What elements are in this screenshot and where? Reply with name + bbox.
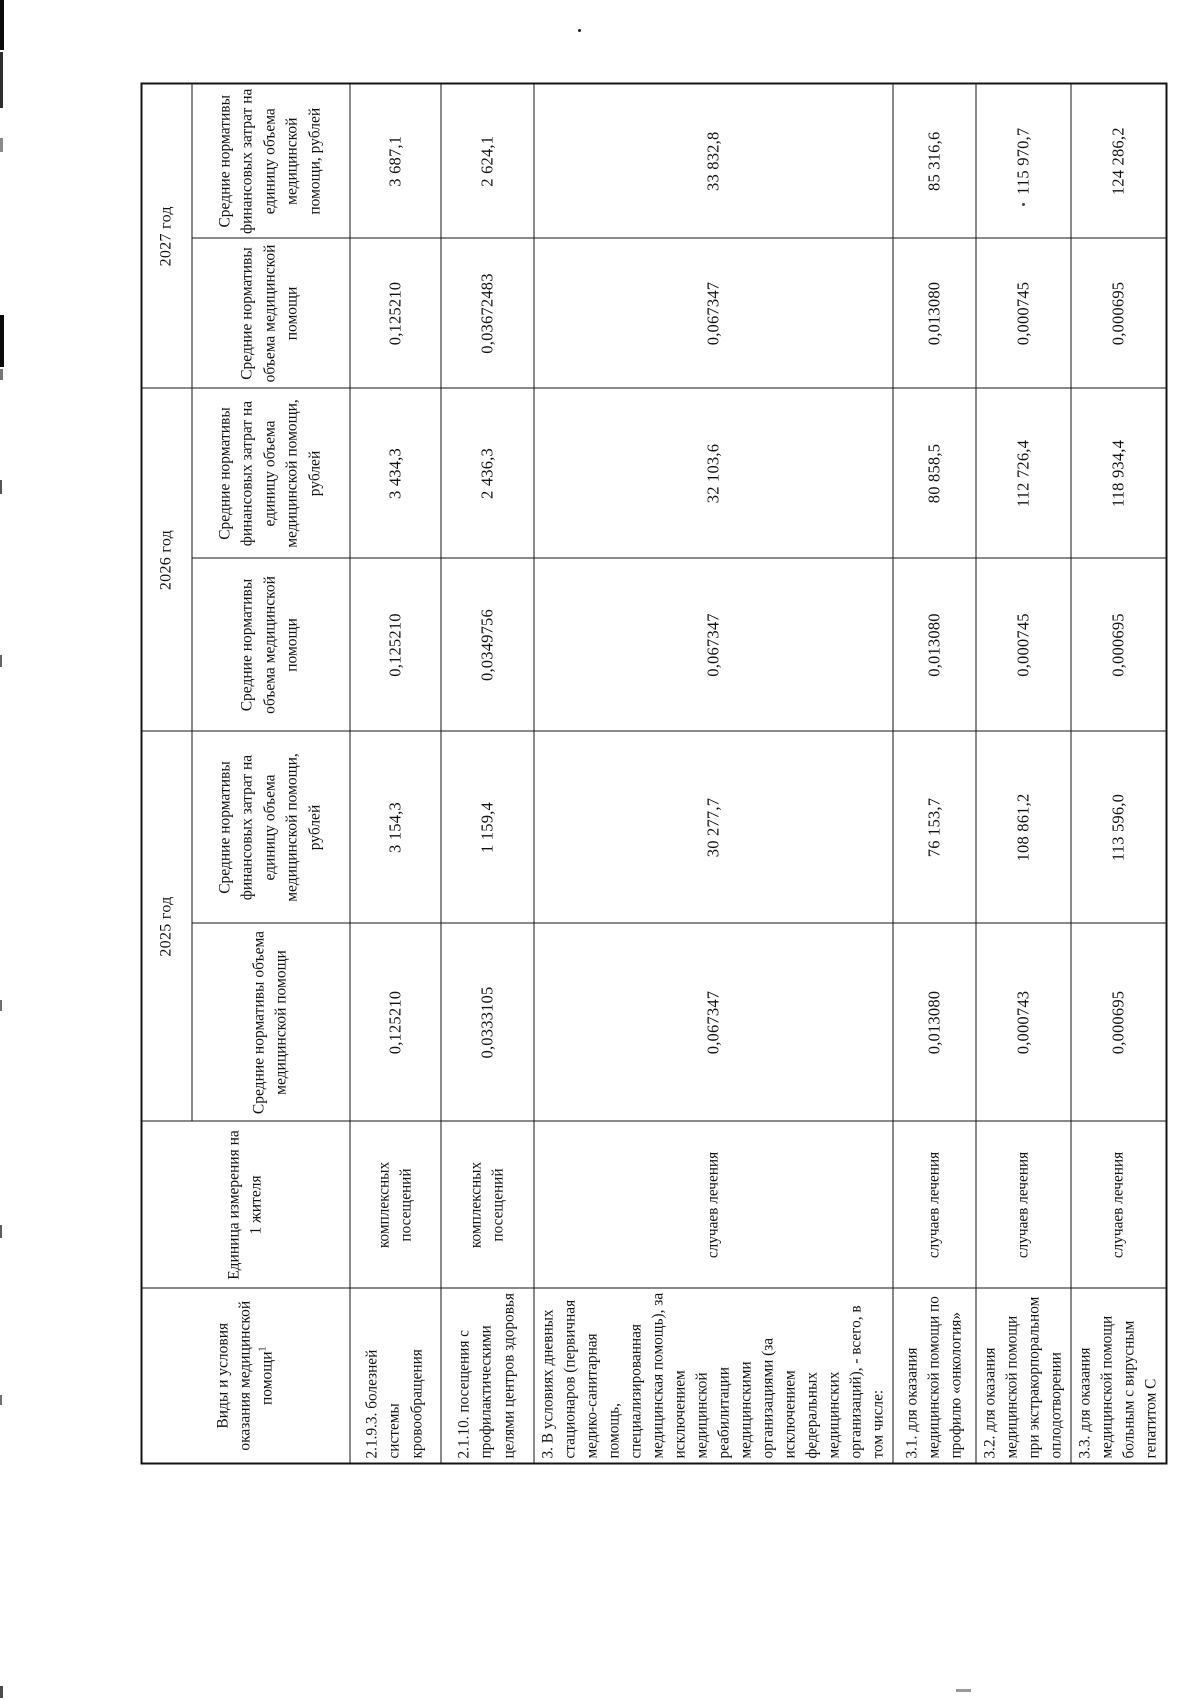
- value-cell-2025-volume: 0,125210: [350, 924, 441, 1122]
- value-cell-2027-volume: 0,067347: [534, 239, 893, 389]
- value-cell-2026-volume: 0,067347: [534, 559, 893, 732]
- header-2026-cost: Средние нормативы финансовых затрат на единицу объема медицинской помощи, рублей: [192, 389, 350, 559]
- header-2025-cost: Средние нормативы финансовых затрат на единицу объема медицинской помощи, рублей: [192, 732, 350, 924]
- value-cell-2027-cost: 115 970,7: [976, 84, 1071, 239]
- header-2027-cost: Средние нормативы финансовых затрат на единицу объема медицинской помощи, рублей: [192, 84, 350, 239]
- header-year-2026: 2026 год: [142, 389, 192, 732]
- header-2027-volume: Средние нормативы объема медицинской помощи: [192, 239, 350, 389]
- normatives-table: [141, 83, 1168, 1465]
- value-cell-2026-volume: 0,0349756: [441, 559, 534, 732]
- value-cell-2027-cost: 3 687,1: [350, 84, 441, 239]
- scan-artifact: [0, 369, 3, 380]
- scan-artifact: [0, 0, 4, 50]
- value-cell-2026-cost: 2 436,3: [441, 389, 534, 559]
- unit-cell: случаев лечения: [1071, 1122, 1167, 1289]
- row-label-cell: 3.3. для оказания медицинской помощи больным с вирусным гепатитом С: [1071, 1289, 1167, 1464]
- table-row: [534, 84, 893, 1464]
- table-row: [976, 84, 1071, 1464]
- value-cell-2027-volume: 0,000695: [1071, 239, 1167, 389]
- row-label-cell: 3.1. для оказания медицинской помощи по профилю «онкология»: [893, 1289, 976, 1464]
- row-label-cell: 3. В условиях дневных стационаров (первичная медико-санитарная помощь, специализированная медицинская помощь), за исключением медицинской реабилитации медицинскими организациями (за исключением федеральных медицинских организаций), - всего, в том числе:: [534, 1289, 893, 1464]
- table-row: [893, 84, 976, 1464]
- value-cell-2025-cost: 108 861,2: [976, 732, 1071, 924]
- unit-cell: случаев лечения: [976, 1122, 1071, 1289]
- scan-artifact: [0, 315, 4, 367]
- scan-artifact: [0, 1225, 2, 1238]
- scan-artifact: [0, 1395, 2, 1405]
- rotated-landscape-sheet: [141, 85, 1160, 1465]
- scan-artifact: [0, 1000, 2, 1011]
- scan-artifact: [1022, 203, 1025, 206]
- header-year-2027: 2027 год: [142, 84, 192, 389]
- unit-cell: комплексных посещений: [441, 1122, 534, 1289]
- header-unit-of-measure: Единица измерения на 1 жителя: [142, 1122, 350, 1289]
- unit-cell: случаев лечения: [893, 1122, 976, 1289]
- value-cell-2025-volume: 0,067347: [534, 924, 893, 1122]
- header-kinds-text: Виды и условия оказания медицинской помощи: [214, 1300, 276, 1451]
- scan-artifact: [578, 29, 581, 32]
- scan-artifact: [0, 1686, 3, 1698]
- value-cell-2026-cost: 112 726,4: [976, 389, 1071, 559]
- value-cell-2026-volume: 0,125210: [350, 559, 441, 732]
- value-cell-2027-volume: 0,013080: [893, 239, 976, 389]
- row-label-cell: 2.1.10. посещения с профилактическими целями центров здоровья: [441, 1289, 534, 1464]
- value-cell-2025-cost: 30 277,7: [534, 732, 893, 924]
- table-row: [441, 84, 534, 1464]
- table-row: [350, 84, 441, 1464]
- value-cell-2027-cost: 2 624,1: [441, 84, 534, 239]
- value-cell-2026-cost: 80 858,5: [893, 389, 976, 559]
- value-cell-2027-volume: 0,03672483: [441, 239, 534, 389]
- row-label-cell: 2.1.9.3. болезней системы кровообращения: [350, 1289, 441, 1464]
- scan-artifact: [0, 655, 2, 667]
- header-kinds-of-care: [142, 1289, 350, 1464]
- value-cell-2025-cost: 76 153,7: [893, 732, 976, 924]
- header-2025-volume: Средние нормативы объема медицинской помощи: [192, 924, 350, 1122]
- scan-artifact: [0, 52, 3, 108]
- table-row: [1071, 84, 1167, 1464]
- value-cell-2026-volume: 0,013080: [893, 559, 976, 732]
- footnote-marker: 1: [257, 1346, 269, 1352]
- value-cell-2027-cost: 33 832,8: [534, 84, 893, 239]
- value-cell-2027-cost: 124 286,2: [1071, 84, 1167, 239]
- value-cell-2025-volume: 0,013080: [893, 924, 976, 1122]
- scan-artifact: [0, 138, 3, 152]
- value-cell-2025-cost: 113 596,0: [1071, 732, 1167, 924]
- scan-artifact: [0, 480, 2, 494]
- value-cell-2026-volume: 0,000695: [1071, 559, 1167, 732]
- value-cell-2025-volume: 0,000695: [1071, 924, 1167, 1122]
- unit-cell: случаев лечения: [534, 1122, 893, 1289]
- value-cell-2025-cost: 3 154,3: [350, 732, 441, 924]
- header-year-2025: 2025 год: [142, 732, 192, 1122]
- value-cell-2026-cost: 3 434,3: [350, 389, 441, 559]
- value-cell-2025-volume: 0,0333105: [441, 924, 534, 1122]
- value-cell-2026-cost: 118 934,4: [1071, 389, 1167, 559]
- value-cell-2026-cost: 32 103,6: [534, 389, 893, 559]
- header-2026-volume: Средние нормативы объема медицинской помощи: [192, 559, 350, 732]
- value-cell-2027-volume: 0,000745: [976, 239, 1071, 389]
- row-label-cell: 3.2. для оказания медицинской помощи при экстракорпоральном оплодотворении: [976, 1289, 1071, 1464]
- value-cell-2027-cost: 85 316,6: [893, 84, 976, 239]
- value-cell-2026-volume: 0,000745: [976, 559, 1071, 732]
- value-cell-2025-cost: 1 159,4: [441, 732, 534, 924]
- unit-cell: комплексных посещений: [350, 1122, 441, 1289]
- value-cell-2025-volume: 0,000743: [976, 924, 1071, 1122]
- scan-artifact: [956, 1689, 971, 1692]
- value-cell-2027-volume: 0,125210: [350, 239, 441, 389]
